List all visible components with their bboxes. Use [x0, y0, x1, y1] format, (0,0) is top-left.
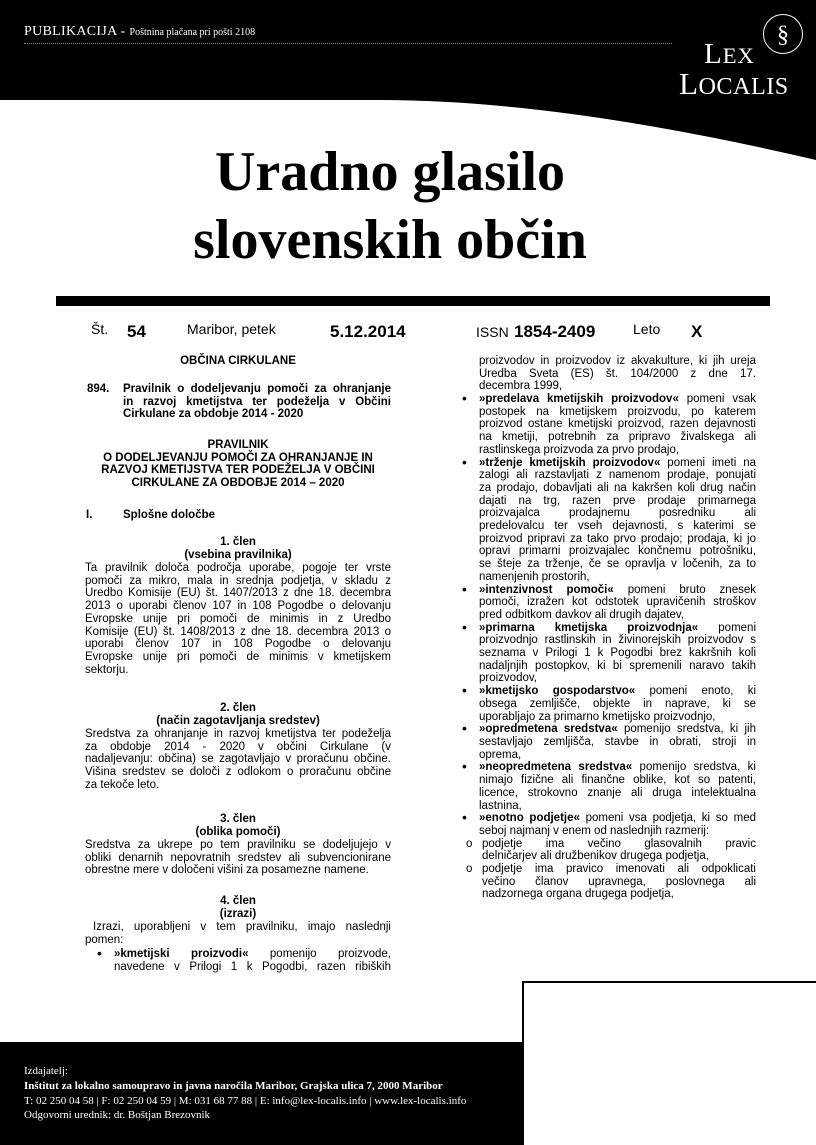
title-line-2: slovenskih občin — [193, 209, 587, 271]
paragraph-symbol-icon: § — [763, 14, 803, 54]
sub-item: o podjetje ima pravico imenovati ali odpoklicati večino članov upravnega, poslovnega ali nadzornega organa drugega podjetja, — [466, 863, 756, 901]
bullet-icon: • — [462, 809, 467, 826]
footer-editor: Odgovorni urednik: dr. Boštjan Brezovnik — [24, 1109, 211, 1121]
article-3-heading: 3. člen (oblika pomoči) — [195, 813, 281, 838]
bullet-icon: • — [462, 682, 467, 699]
publication-line — [24, 22, 255, 40]
leto-value: X — [691, 322, 703, 341]
definition-term: »opredmetena sredstva« — [479, 723, 618, 736]
definition-item: • »neopredmetena sredstva« pomenijo sredstva, ki nimajo fizične ali finančne oblike, kot so patenti, licence, strokovno znanje ali druga intelektualna lastnina, — [462, 758, 756, 812]
article-1-text: Ta pravilnik določa področja uporabe, pogoje ter vrste pomoči za mikro, mala in srednja podjetja, v skladu z Uredbo Komisije (EU) št. 1407/2013 z dne 18. decembra 2013 o uporabi členov 107 in 108 Pogodbe o delovanju Evropske unije pri pomoči de minimis in z Uredbo Komisije (EU) št. 1408/2013 z dne 18. decembra 2013 o uporabi členov 107 in 108 Pogodbe o delovanju Evropske unije pri pomoči de minimis v kmetijskem sektorju. — [85, 562, 391, 676]
item-number: 894. — [87, 383, 110, 395]
definition-item: • »opredmetena sredstva« pomenijo sredstva, ki jih sestavljajo zemljišča, stavbe in obrati, stroji in oprema, — [462, 720, 756, 761]
definitions-list — [462, 390, 757, 901]
article-2-heading: 2. člen (način zagotavljanja sredstev) — [156, 702, 320, 727]
right-column-continuation: proizvodov in proizvodov iz akvakulture, ki jih ureja Uredba Sveta (ES) št. 104/2000 z dne 17. decembra 1999, — [479, 355, 756, 393]
leto-label: Leto — [633, 321, 661, 337]
issue-place-day: Maribor, petek — [187, 321, 276, 337]
definition-item: • »intenzivnost pomoči« pomeni bruto znesek pomoči, izražen kot odstotek upravičenih stroškov pred odbitkom davkov ali drugih dajatev, — [462, 580, 756, 621]
circle-bullet-icon: o — [466, 863, 473, 876]
municipality-heading: OBČINA CIRKULANE — [180, 355, 296, 367]
footer-publisher: Inštitut za lokalno samoupravo in javna naročila Maribor, Grajska ulica 7, 2000 Maribor — [24, 1080, 443, 1092]
title-rule — [56, 296, 770, 306]
definition-term: »enotno podjetje« — [479, 812, 580, 825]
article-3-text: Sredstva za ukrepe po tem pravilniku se dodeljujejo v obliki denarnih nepovratnih sredstev ali subvencionirane obrestne mere v določeni višini za posamezne namene. — [85, 839, 391, 877]
bullet-icon: • — [462, 453, 467, 470]
logo-word-lex: LEX — [704, 38, 755, 70]
footer-band — [0, 1042, 816, 1145]
bullet-icon: • — [462, 390, 467, 406]
issn-number: 1854-2409 — [514, 322, 596, 341]
definition-term: »primarna kmetijska proizvodnja« — [479, 621, 699, 634]
article-4-heading: 4. člen (izrazi) — [219, 895, 257, 920]
issue-st-label: Št. — [91, 321, 109, 337]
definition-term: »kmetijsko gospodarstvo« — [479, 685, 636, 698]
document-title: PRAVILNIK O DODELJEVANJU POMOČI ZA OHRANJANJE IN RAZVOJ KMETIJSTVA TER PODEŽELJA V OBČINI CIRKULANE ZA OBDOBJE 2014 – 2020 — [101, 439, 375, 490]
bullet-icon: • — [462, 758, 467, 775]
definition-term: »trženje kmetijskih proizvodov« — [479, 456, 661, 469]
bullet-icon: • — [462, 618, 467, 635]
footer-contacts: T: 02 250 04 58 | F: 02 250 04 59 | M: 031 68 77 88 | E: info@lex-localis.info | www.lex-localis.info — [24, 1095, 467, 1107]
page-title — [0, 138, 780, 274]
section-number: I. — [86, 509, 93, 521]
article-4-text: Izrazi, uporabljeni v tem pravilniku, imajo naslednji pomen: — [85, 921, 391, 946]
definition-item: • »predelava kmetijskih proizvodov« pomeni vsak postopek na kmetijskem proizvodu, po katerem proizvod ostane kmetijski proizvod, razen dejavnosti na kmetiji, potrebnih za pripravo živalskega ali rastlinskega proizvoda za prvo prodajo, — [462, 390, 756, 456]
issue-number: 54 — [127, 322, 146, 341]
publication-label: PUBLIKACIJA - — [24, 24, 126, 39]
item-title: Pravilnik o dodeljevanju pomoči za ohranjanje in razvoj kmetijstva ter podeželja v Občini Cirkulane za obdobje 2014 - 2020 — [123, 383, 391, 421]
article-2-text: Sredstva za ohranjanje in razvoj kmetijstva ter podeželja za obdobje 2014 - 2020 v občini Cirkulane (v nadaljevanju: občina) se zagotavljajo v proračunu občine. Višina sredstev se določi z odlokom o proračunu občine za tekoče leto. — [85, 728, 391, 791]
definition-item: • »primarna kmetijska proizvodnja« pomeni proizvodnjo rastlinskih in živinorejskih proizvodov s seznama v Prilogi 1 k Pogodbi brez kakršnih koli nadaljnjih postopkov, ki bi spremenili naravo takih proizvodov, — [462, 618, 756, 685]
issn-label: ISSN — [476, 324, 509, 340]
header-dotted-rule — [24, 43, 672, 44]
definition-kmetijski-proizvodi: • »kmetijski proizvodi« pomenijo proizvode, navedene v Prilogi 1 k Pogodbi, razen ribiških — [97, 945, 392, 973]
definition-term: »predelava kmetijskih proizvodov« — [479, 393, 679, 405]
bullet-icon: • — [97, 945, 102, 961]
logo-word-localis: LOCALIS — [679, 66, 789, 101]
definition-item: • »kmetijsko gospodarstvo« pomeni enoto, ki obsega zemljišče, objekte in naprave, ki se uporabljajo za primarno kmetijsko proizvodnjo, — [462, 682, 757, 723]
issue-date: 5.12.2014 — [330, 322, 406, 341]
postage-note: Poštnina plačana pri pošti 2108 — [129, 27, 256, 38]
circle-bullet-icon: o — [466, 837, 473, 850]
title-line-1: Uradno glasilo — [214, 141, 566, 203]
sub-item: o podjetje ima večino glasovalnih pravic delničarjev ali družbenikov drugega podjetja, — [466, 837, 756, 863]
bullet-icon: • — [462, 720, 467, 737]
article-1-heading: 1. člen (vsebina pravilnika) — [184, 536, 292, 561]
definition-term: »intenzivnost pomoči« — [479, 583, 614, 596]
definition-item: • »enotno podjetje« pomeni vsa podjetja, ki so med seboj najmanj v enem od naslednjih razmerij: — [462, 809, 756, 837]
bullet-icon: • — [462, 580, 467, 597]
definition-item: • »trženje kmetijskih proizvodov« pomeni imeti na zalogi ali razstavljati z namenom prodaje, ponujati za prodajo, dobavljati ali na kakršen koli drug način dajati na trg, razen prve prodaje primarnega proizvajalca prodajnemu posredniku ali predelovalcu ter vseh dejavnosti, s katerimi se proizvod pripravi za tako prvo prodajo; prodaja, ki jo opravi primarni proizvajalec končnemu potrošniku, se šteje za trženje, če se opravlja v ločenih, za to namenjenih prostorih, — [462, 453, 756, 583]
footer-publisher-label: Izdajatelj: — [24, 1065, 68, 1077]
section-title: Splošne določbe — [123, 509, 216, 521]
definition-term: »neopredmetena sredstva« — [479, 761, 633, 774]
